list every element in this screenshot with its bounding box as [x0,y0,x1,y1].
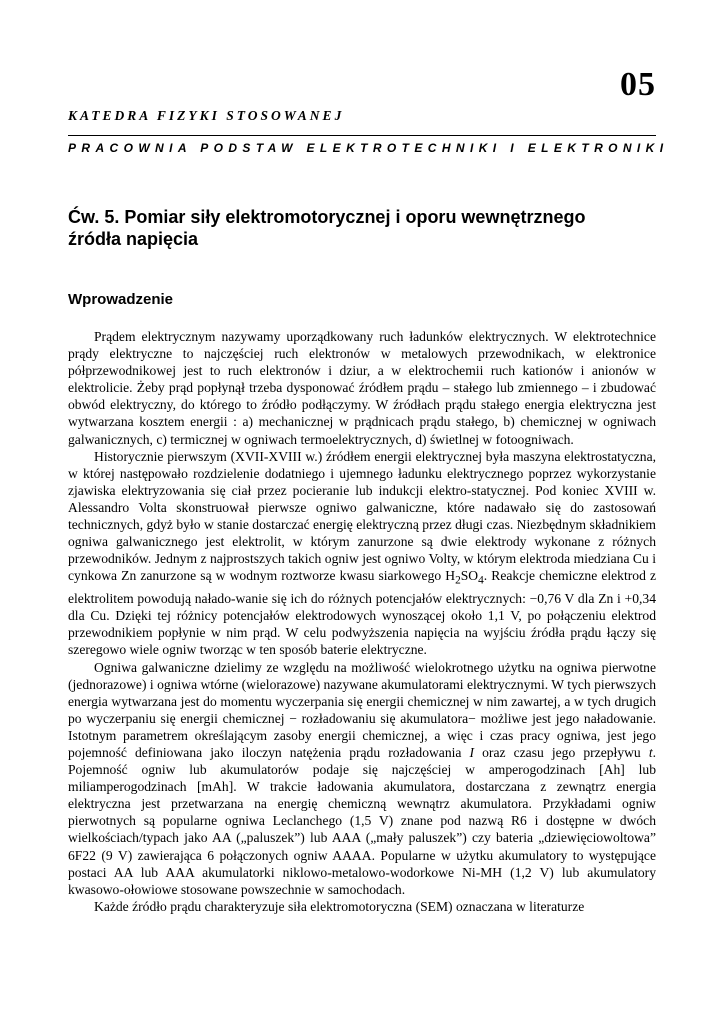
title-line-1: Ćw. 5. Pomiar siły elektromotorycznej i oporu wewnętrznego [68,207,586,227]
paragraph-4 [68,898,656,915]
page-number: 05 [620,66,656,103]
section-heading: Wprowadzenie [68,291,174,308]
paragraph-text: Prądem elektrycznym nazywamy uporządkowany ruch ładunków elektrycznych. W elektrotechnice prądy elektryczne to najczęściej ruch elektronów w metalowych przewodnikach, w elektronice półprzewodnikowej jest to ruch elektronów i dziur, a w elektrochemii ruch kationów i anionów w elektrolicie. Żeby prąd popłynął trzeba dysponować źródłem prądu – stałego lub zmiennego – i zbudować obwód elektryczny, do którego to źródło podłączymy. W źródłach prądu stałego energia elektryczna jest wytwarzana kosztem energii : a) mechanicznej w prądnicach prądu stałego, b) chemicznej w ogniwach galwanicznych, c) termicznej w ogniwach termoelektrycznych, d) świetlnej w fotoogniwach. [68,329,656,447]
paragraph-text: Ogniwa galwaniczne dzielimy ze względu na możliwość wielokrotnego użytku na ogniwa pierwotne (jednorazowe) i ogniwa wtórne (wielorazowe) nazywane akumulatorami elektrycznymi. W tych pierwszych energia wytwarzana jest do momentu wyczerpania się energii chemicznej w nim zawartej, a w tych drugich po wyczerpaniu się energii chemicznej − rozładowaniu się akumulatora− możliwe jest jego naładowanie. Istotnym parametrem określającym zasoby energii chemicznej, a więc i czas pracy ogniwa, jest jego pojemność definiowana jako iloczyn natężenia prądu rozładowania [68,659,656,760]
paragraph-1 [68,328,656,448]
paragraph-text: Historycznie pierwszym (XVII-XVIII w.) źródłem energii elektrycznej była maszyna elektrostatyczna, w której następowało rozdzielenie dodatniego i ujemnego ładunku elektrycznego poprzez wykorzystanie zjawiska elektryzowania się ciał przez pocieranie lub indukcji elektro-statycznej. Pod koniec XVIII w. Alessandro Volta skonstruował pierwsze ogniwo galwaniczne, które nadawało się do zastosowań technicznych, gdyż było w stanie dostarczać energię elektryczną przez długi czas. Niezbędnym składnikiem ogniwa galwanicznego jest elektrolit, w którym zanurzone są dwie elektrody wykonane z różnych przewodników. Jednym z najprostszych takich ogniw jest ogniwo Volty, w którym elektroda miedziana Cu i cynkowa Zn zanurzone są w wodnym roztworze kwasu siarkowego H [68,448,656,584]
paragraph-text: . Reakcje chemiczne elektrod z elektrolitem powodują nałado-wanie się ich do różnych potencjałów elektrycznych: −0,76 V dla Zn i +0,34 dla Cu. Dzięki tej różnicy potencjałów elektrodowych wynoszącej około 1,1 V, po połączeniu elektrod przewodnikiem popłynie w nim prąd. W celu podwyższenia napięcia na wyjściu źródła prądu łączy się szeregowo wiele ogniw tworząc w ten sposób baterie elektryczne. [68,568,656,658]
paragraph-text: oraz czasu jego przepływu [474,744,649,760]
header-rule [68,135,656,136]
symbol-current: I [469,744,475,760]
subscript: 2 [455,575,461,588]
department-heading: KATEDRA FIZYKI STOSOWANEJ [68,108,345,123]
lab-name: PRACOWNIA PODSTAW ELEKTROTECHNIKI I ELEKTRONIKI [68,141,669,155]
document-title [68,206,668,250]
paragraph-text: Każde źródło prądu charakteryzuje siła elektromotoryczna (SEM) oznaczana w literaturze [94,898,585,914]
paragraph-3 [68,659,656,898]
paragraph-2 [68,448,656,659]
subscript: 4 [478,575,484,588]
symbol-time: t [648,744,653,760]
title-line-2: źródła napięcia [68,229,199,249]
paragraph-text: . Pojemność ogniw lub akumulatorów podaje się najczęściej w amperogodzinach [Ah] lub miliamperogodzinach [mAh]. W trakcie ładowania akumulatora, dostarczana z zewnątrz energia elektryczna jest przetwarzana na energię chemiczną wewnątrz akumulatora. Przykładami ogniw pierwotnych są popularne ogniwa Leclanchego (1,5 V) znane pod nazwą R6 i dostępne w dwóch wielkościach/typach jako AA („paluszek”) lub AAA („mały paluszek”) czy bateria „dziewięciowoltowa” 6F22 (9 V) zawierająca 6 połączonych ogniw AAAA. Popularne w użytku akumulatory to występujące postaci AA lub AAA akumulatorki niklowo-metalowo-wodorkowe Ni-MH (1,2 V) lub akumulatory kwasowo-ołowiowe stosowane powszechnie w samochodach. [68,744,656,897]
body-text [68,328,656,915]
paragraph-text: SO [460,568,479,584]
